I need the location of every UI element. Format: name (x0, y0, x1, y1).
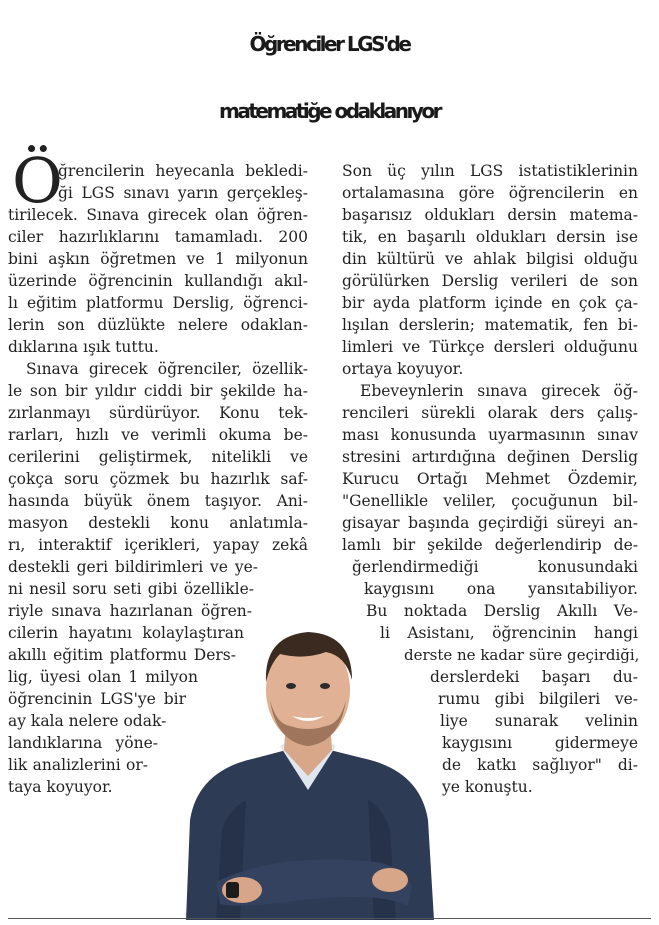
article-line: ni nesil soru seti gibi özellikle- (8, 580, 254, 598)
article-line: lig, üyesi olan 1 milyon (8, 668, 198, 686)
headline-line-1: Öğrenciler LGS'de (249, 32, 410, 56)
article-line: ğrencilerin heyecanla bekledi- (58, 162, 308, 180)
article-line: ye konuştu. (442, 778, 533, 796)
article-line: kaygısını ona yansıtabiliyor. (364, 580, 638, 598)
article-line: ğerlendirmediği konusundaki (352, 558, 638, 576)
article-line: rı, interaktif içerikleri, yapay zekâ (8, 536, 308, 554)
article-line: ması konusunda uyarmasının sınav (342, 426, 638, 444)
article-line: "Genellikle veliler, çocuğunun bil- (342, 492, 638, 510)
article-line: zırlanmayı sürdürüyor. Konu tek- (8, 404, 308, 422)
article-line: riyle sınava hazırlanan öğren- (8, 602, 252, 620)
article-line: destekli geri bildirimleri ve ye- (8, 558, 258, 576)
article-line: Bu noktada Derslig Akıllı Ve- (366, 602, 638, 620)
article-line: çokça soru çözmek bu hazırlık saf- (8, 470, 308, 488)
article-line: ortaya koyuyor. (342, 360, 464, 378)
article-line: ay kala nelere odak- (8, 712, 167, 730)
article-line: hasında büyük önem taşıyor. Ani- (8, 492, 308, 510)
headline-line-2: matematiğe odaklanıyor (219, 99, 440, 123)
article-line: ciler hazırlıklarını tamamladı. 200 (8, 228, 308, 246)
bottom-rule (8, 918, 651, 919)
article-line: lı eğitim platformu Derslig, öğrenci- (8, 294, 308, 312)
article-line: derste ne kadar süre geçirdiği, (404, 646, 640, 664)
article-line: rumu gibi bilgileri ve- (438, 690, 638, 708)
article-line: Son üç yılın LGS istatistiklerinin (342, 162, 638, 180)
article-line: lamlı bir şekilde değerlendirip de- (342, 536, 638, 554)
article-line: gisayar başında geçirdiği süreyi an- (342, 514, 638, 532)
article-line: akıllı eğitim platformu Ders- (8, 646, 236, 664)
article-line: bini aşkın öğretmen ve 1 milyonun (8, 250, 308, 268)
article-line: dıklarına ışık tuttu. (8, 338, 159, 356)
article-line: kaygısını gidermeye (442, 734, 638, 752)
article-line: stresini artırdığına değinen Derslig (342, 448, 638, 466)
article-line: tik, en başarılı oldukları dersin ise (342, 228, 638, 246)
article-line: taya koyuyor. (8, 778, 113, 796)
article-line: ortalamasına göre öğrencilerin en (342, 184, 638, 202)
article-line: rencileri sürekli olarak ders çalış- (342, 404, 638, 422)
article-line: ği LGS sınavı yarın gerçekleş- (58, 184, 308, 202)
article-line: liye sunarak velinin (440, 712, 638, 730)
article-line: masyon destekli konu anlatımla- (8, 514, 308, 532)
article-line: de katkı sağlıyor" di- (442, 756, 638, 774)
article-line: Ebeveynlerin sınava girecek öğ- (360, 382, 638, 400)
drop-cap-letter: Ö (12, 144, 63, 217)
article-line: Kurucu Ortağı Mehmet Özdemir, (342, 470, 638, 488)
article-line: landıklarına yöne- (8, 734, 158, 752)
article-line: derslerdeki başarı du- (430, 668, 638, 686)
article-line: tirilecek. Sınava girecek olan öğren- (8, 206, 308, 224)
article-line: lerin son düzlükte nelere odaklan- (8, 316, 308, 334)
article-line: öğrencinin LGS'ye bir (8, 690, 186, 708)
article-line: cerilerini geliştirmek, nitelikli ve (8, 448, 308, 466)
portrait-photo (176, 620, 440, 920)
article-line: li Asistanı, öğrencinin hangi (380, 624, 638, 642)
article-line: lik analizlerini or- (8, 756, 148, 774)
article-line: cilerin hayatını kolaylaştıran (8, 624, 244, 642)
article-line: din kültürü ve ahlak bilgisi olduğu (342, 250, 638, 268)
article-line: le son bir yıldır ciddi bir şekilde ha- (8, 382, 308, 400)
article-line: üzerinde öğrencinin kullandığı akıl- (8, 272, 308, 290)
article-line: rarları, hızlı ve verimli okuma be- (8, 426, 308, 444)
article-line: Sınava girecek öğrenciler, özellik- (26, 360, 308, 378)
article-line: başarısız oldukları dersin matema- (342, 206, 638, 224)
article-line: lışılan derslerin; matematik, fen bi- (342, 316, 638, 334)
article-line: görülürken Derslig verileri de son (342, 272, 638, 290)
article-line: bir ayda platform içinde en çok ça- (342, 294, 638, 312)
portrait-illustration (176, 620, 440, 920)
article-line: limleri ve Türkçe dersleri olduğunu (342, 338, 638, 356)
